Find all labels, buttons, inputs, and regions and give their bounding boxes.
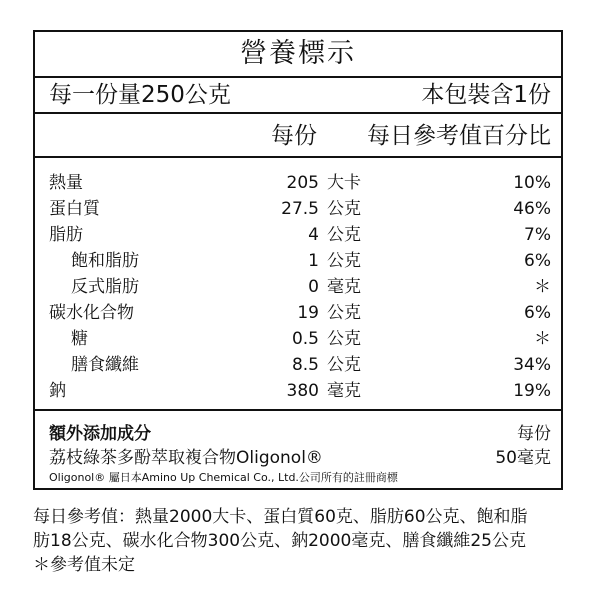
nutrient-value: 4	[308, 225, 319, 245]
nutrient-value: 380	[286, 381, 319, 401]
nutrient-percent: 6%	[524, 251, 551, 271]
nutrient-name: 鈉	[49, 381, 66, 401]
nutrient-unit: 公克	[327, 199, 361, 219]
nutrient-name: 糖	[71, 329, 88, 349]
nutrient-name: 碳水化合物	[49, 303, 134, 323]
column-header	[35, 114, 561, 158]
footnote-line: 每日參考值：熱量2000大卡、蛋白質60克、脂肪60公克、飽和脂	[33, 507, 528, 527]
nutrient-name: 蛋白質	[49, 199, 100, 219]
nutrient-name: 飽和脂肪	[71, 251, 139, 271]
added-ingredients-section	[35, 409, 561, 490]
nutrient-percent: 7%	[524, 225, 551, 245]
nutrient-row-sodium	[35, 378, 561, 404]
nutrient-value: 0	[308, 277, 319, 297]
nutrient-unit: 公克	[327, 355, 361, 375]
nutrient-value: 27.5	[281, 199, 319, 219]
nutrient-percent: 34%	[513, 355, 551, 375]
nutrient-row-protein	[35, 196, 561, 222]
footnote	[33, 505, 568, 577]
serving-size: 每一份量250公克	[49, 82, 231, 108]
nutrient-unit: 大卡	[327, 173, 361, 193]
nutrient-unit: 公克	[327, 303, 361, 323]
serving-row	[35, 76, 561, 114]
footnote-line: 肪18公克、碳水化合物300公克、鈉2000毫克、膳食纖維25公克	[33, 531, 526, 551]
nutrient-row-sugar	[35, 326, 561, 352]
nutrient-name: 膳食纖維	[71, 355, 139, 375]
nutrient-unit: 毫克	[327, 277, 361, 297]
added-ingredients-heading: 額外添加成分	[49, 424, 151, 444]
per-serving-header: 每份	[271, 123, 317, 149]
added-ingredient-amount: 50毫克	[495, 448, 551, 468]
nutrient-unit: 公克	[327, 329, 361, 349]
servings-per-package: 本包裝含1份	[421, 82, 551, 108]
nutrient-unit: 公克	[327, 251, 361, 271]
panel-title: 營養標示	[35, 32, 561, 78]
added-ingredients-per-serving: 每份	[517, 424, 551, 444]
nutrient-value: 19	[297, 303, 319, 323]
nutrient-row-carbohydrate	[35, 300, 561, 326]
nutrient-value: 205	[286, 173, 319, 193]
nutrient-value: 8.5	[291, 355, 319, 375]
nutrient-rows	[35, 170, 561, 404]
daily-value-header: 每日參考值百分比	[367, 123, 551, 149]
nutrient-row-fat	[35, 222, 561, 248]
footnote-line: ＊參考值未定	[33, 555, 135, 575]
nutrient-row-energy	[35, 170, 561, 196]
added-ingredient-name: 荔枝綠茶多酚萃取複合物Oligonol®	[49, 448, 323, 468]
nutrient-row-saturated-fat	[35, 248, 561, 274]
nutrient-row-trans-fat	[35, 274, 561, 300]
nutrient-percent: ＊	[534, 329, 551, 349]
nutrient-value: 0.5	[291, 329, 319, 349]
nutrient-name: 熱量	[49, 173, 83, 193]
nutrient-unit: 公克	[327, 225, 361, 245]
nutrient-percent: 19%	[513, 381, 551, 401]
nutrient-value: 1	[308, 251, 319, 271]
nutrient-name: 脂肪	[49, 225, 83, 245]
trademark-note: Oligonol® 屬日本Amino Up Chemical Co., Ltd.公司所有的註冊商標	[49, 471, 398, 484]
nutrient-percent: 6%	[524, 303, 551, 323]
nutrition-panel	[33, 30, 563, 490]
nutrient-percent: ＊	[534, 277, 551, 297]
nutrient-name: 反式脂肪	[71, 277, 139, 297]
nutrient-row-dietary-fiber	[35, 352, 561, 378]
nutrient-unit: 毫克	[327, 381, 361, 401]
nutrient-percent: 46%	[513, 199, 551, 219]
nutrient-percent: 10%	[513, 173, 551, 193]
